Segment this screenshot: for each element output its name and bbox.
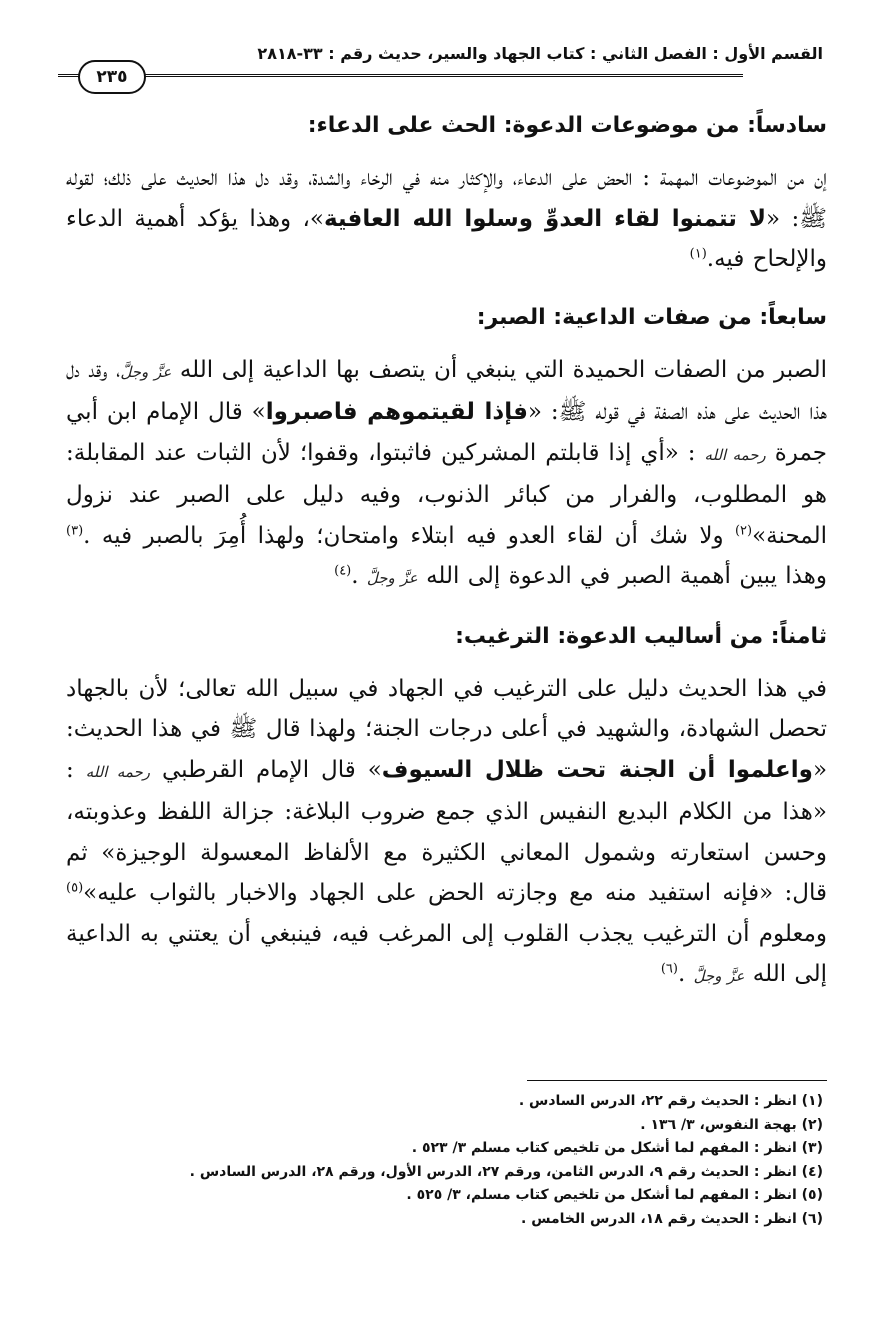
text-run: إن من الموضوعات المهمة : الحض على الدعاء، والإكثار منه في الرخاء والشدة، وقد دل هذا الحديث على ذلك؛ لقوله ﷺ: «	[66, 165, 827, 232]
header-rule	[58, 74, 743, 77]
text-run: وهذا يبين أهمية الصبر في الدعوة إلى الله	[426, 563, 827, 589]
text-run: : «هذا من الكلام البديع النفيس الذي جمع ضروب البلاغة: جزالة اللفظ وعذوبته، وحسن استعارته وشمول المعاني الكثيرة مع الألفاظ المعسولة الوجيزة» ثم قال: «فإنه استفيد منه مع وجازته الحض على الجهاد والاخبار بالثواب عليه»	[66, 756, 827, 906]
footnote-item: (١) انظر : الحديث رقم ٢٢، الدرس السادس .	[518, 1093, 823, 1109]
text-run: ومعلوم أن الترغيب يجذب القلوب إلى المرغب فيه، فينبغي أن يعتني به الداعية إلى الله	[66, 920, 827, 987]
honorific-glyph: عزَّ وجلَّ	[366, 569, 418, 587]
text-run: في هذا الحديث دليل على الترغيب في الجهاد في سبيل الله تعالى؛ لأن بالجهاد تحصل الشهادة، والشهيد في أعلى درجات الجنة؛ ولهذا قال ﷺ في هذا الحديث: «	[66, 675, 828, 783]
footnote-ref[interactable]: (٣)	[66, 522, 84, 538]
hadith-quote: لا تتمنوا لقاء العدوِّ وسلوا الله العافية	[323, 205, 767, 232]
paragraph-patience	[66, 350, 827, 599]
honorific-glyph: عزَّ وجلَّ	[120, 362, 172, 381]
footnote-item: (٦) انظر : الحديث رقم ١٨، الدرس الخامس .	[521, 1210, 823, 1227]
text-run: » قال الإمام القرطبي	[161, 756, 382, 783]
text-run: » قال الإمام ابن أبي جمرة	[66, 399, 828, 466]
text-run: .	[677, 961, 694, 987]
section-heading-seventh: سابعاً: من صفات الداعية: الصبر:	[476, 304, 827, 330]
footnote-item: (٥) انظر : المفهم لما أشكل من تلخيص كتاب مسلم، ٣/ ٥٢٥ .	[406, 1187, 823, 1203]
footnote-separator	[527, 1080, 827, 1081]
hadith-quote: فإذا لقيتموهم فاصبروا	[265, 399, 528, 425]
footnote-item: (٢) بهجة النفوس، ٣/ ١٣٦ .	[640, 1116, 823, 1133]
footnote-ref[interactable]: (١)	[689, 246, 707, 262]
honorific-glyph: رحمه الله	[85, 762, 151, 781]
page-number-badge: ٢٣٥	[78, 60, 146, 94]
footnotes-list	[66, 1090, 823, 1231]
text-run: ، وقد دل هذا الحديث على هذه الصفة في قوله ﷺ: «	[66, 356, 827, 425]
paragraph-dua	[66, 158, 827, 280]
running-header: القسم الأول : الفصل الثاني : كتاب الجهاد والسير، حديث رقم : ٣٣-٢٨١٨	[257, 44, 823, 63]
paragraph-encouragement	[66, 669, 827, 997]
footnote-ref[interactable]: (٦)	[660, 961, 678, 977]
footnote-item: (٣) انظر : المفهم لما أشكل من تلخيص كتاب مسلم ٣/ ٥٢٣ .	[411, 1140, 823, 1156]
footnote-ref[interactable]: (٥)	[66, 880, 84, 896]
footnote-ref[interactable]: (٢)	[734, 522, 753, 538]
footnote-item: (٤) انظر : الحديث رقم ٩، الدرس الثامن، ورقم ٢٧، الدرس الأول، ورقم ٢٨، الدرس السادس .	[189, 1163, 823, 1180]
section-heading-sixth: سادساً: من موضوعات الدعوة: الحث على الدعاء:	[307, 113, 827, 138]
footnote-ref[interactable]: (٤)	[334, 563, 352, 579]
text-run: .	[351, 563, 367, 589]
honorific-glyph: عزَّ وجلَّ	[693, 967, 745, 985]
section-heading-eighth: ثامناً: من أساليب الدعوة: الترغيب:	[455, 623, 827, 649]
text-run: ولا شك أن لقاء العدو فيه ابتلاء وامتحان؛ ولهذا أُمِرَ بالصبر فيه .	[83, 522, 735, 549]
honorific-glyph: رحمه الله	[704, 445, 766, 464]
main-text	[66, 106, 827, 1015]
text-run: الصبر من الصفات الحميدة التي ينبغي أن يتصف بها الداعية إلى الله	[179, 356, 828, 383]
hadith-quote: واعلموا أن الجنة تحت ظلال السيوف	[381, 756, 813, 783]
text-run: : «أي إذا قابلتم المشركين فاثبتوا، وقفوا؛ لأن الثبات عند المقابلة: هو المطلوب، والفرار من كبائر الذنوب، وفيه دليل على الصبر عند نزول المحنة»	[66, 439, 827, 549]
text-run: »، وهذا يؤكد أهمية الدعاء والإلحاح فيه.	[66, 205, 827, 272]
